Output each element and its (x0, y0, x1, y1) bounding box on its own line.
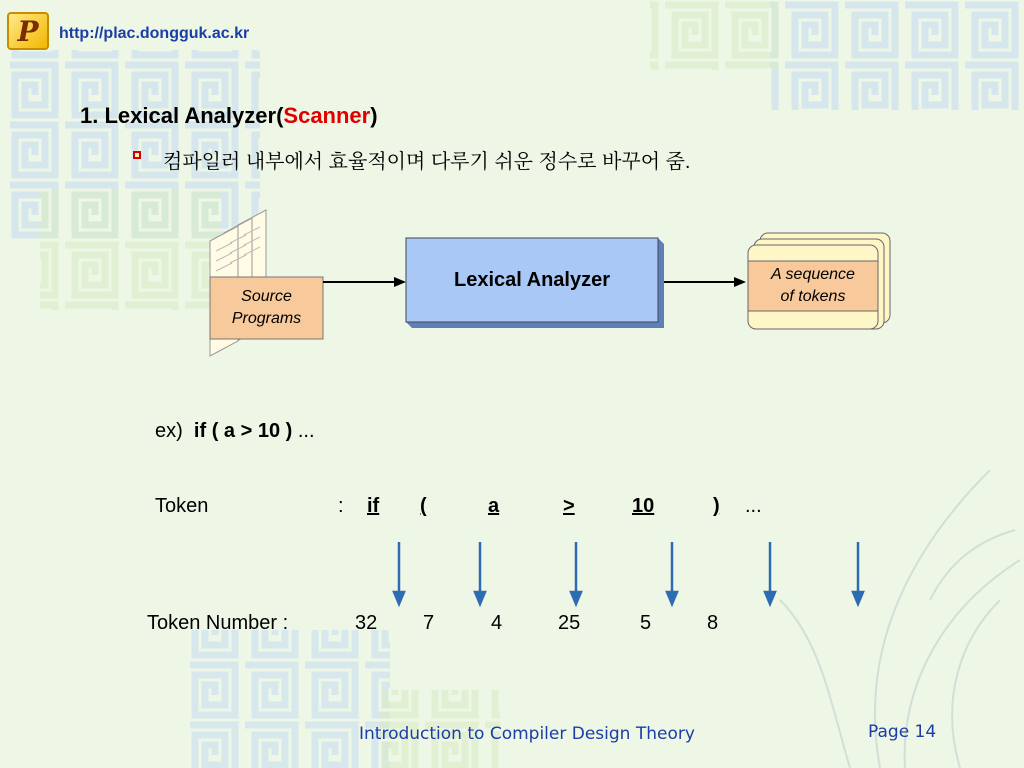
course-title-footer: Introduction to Compiler Design Theory (359, 724, 695, 744)
example-ellipsis: ... (297, 420, 315, 442)
token-number-row (0, 612, 1024, 642)
slide-title (80, 103, 378, 129)
source-programs-label: Source Programs (231, 288, 302, 327)
token-label: Token (155, 495, 209, 517)
token-item: a (488, 495, 500, 517)
example-line (155, 420, 315, 443)
arrow-to-tokens (664, 277, 746, 287)
token-number: 5 (640, 612, 652, 634)
token-number: 32 (355, 612, 378, 634)
logo: P (7, 12, 49, 50)
lexical-analyzer-diagram (200, 205, 900, 365)
token-item: > (563, 495, 575, 517)
token-colon: : (338, 495, 344, 517)
example-code: if ( a > 10 ) (193, 420, 293, 442)
mapping-arrows (380, 538, 880, 610)
site-url-link[interactable]: http://plac.dongguk.ac.kr (59, 25, 250, 42)
title-suffix: ) (370, 103, 378, 128)
title-highlight: Scanner (283, 103, 371, 128)
token-number: 7 (423, 612, 435, 634)
token-ellipsis: ... (745, 495, 762, 517)
token-number: 4 (491, 612, 503, 634)
arrow-to-analyzer (323, 277, 406, 287)
token-number: 25 (558, 612, 581, 634)
token-sequence-label: A sequence of tokens (771, 266, 855, 305)
bullet-text: 컴파일러 내부에서 효율적이며 다루기 쉬운 정수로 바꾸어 줌. (163, 151, 691, 173)
lexical-analyzer-label: Lexical Analyzer (453, 268, 610, 291)
token-item: ( (420, 495, 427, 517)
example-prefix: ex) (155, 420, 183, 442)
bullet-icon (133, 151, 141, 159)
token-item: if (367, 495, 380, 517)
token-row (0, 495, 1024, 525)
page-number-footer: Page 14 (868, 722, 937, 742)
token-item: ) (713, 495, 720, 517)
token-number-label: Token Number : (147, 612, 289, 634)
token-item: 10 (632, 495, 655, 517)
title-prefix: 1. Lexical Analyzer( (80, 103, 284, 128)
token-number: 8 (707, 612, 719, 634)
